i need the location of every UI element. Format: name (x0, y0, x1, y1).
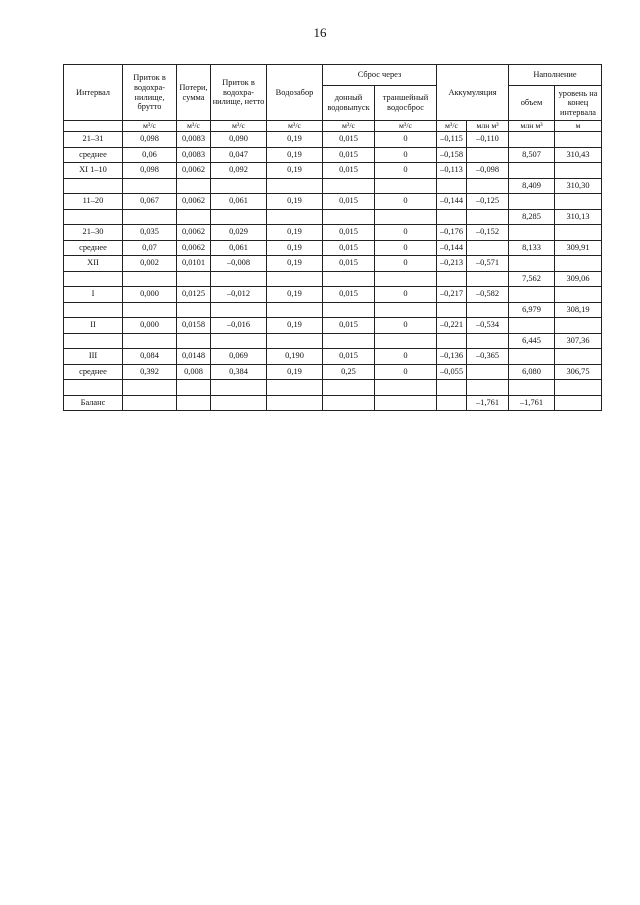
cell-acc-flow: –0,213 (437, 256, 467, 272)
cell-losses (177, 209, 211, 225)
unit-cell: м³/с (437, 121, 467, 132)
cell-losses (177, 333, 211, 349)
cell-losses: 0,0101 (177, 256, 211, 272)
table-row (64, 132, 602, 148)
cell-inflow-net (211, 271, 267, 287)
cell-volume: 8,285 (509, 209, 555, 225)
cell-acc-flow: –0,136 (437, 349, 467, 365)
cell-inflow-net: 0,090 (211, 132, 267, 148)
cell-acc-vol (467, 209, 509, 225)
cell-withdrawal: 0,19 (267, 256, 323, 272)
cell-inflow-gross (123, 380, 177, 396)
cell-losses (177, 271, 211, 287)
cell-volume (509, 194, 555, 210)
cell-level: 310,43 (555, 147, 602, 163)
cell-bottom (323, 333, 375, 349)
cell-inflow-gross: 0,06 (123, 147, 177, 163)
cell-inflow-net: –0,012 (211, 287, 267, 303)
header-interval: Интервал (64, 65, 123, 121)
cell-withdrawal (267, 271, 323, 287)
cell-withdrawal: 0,19 (267, 287, 323, 303)
cell-level (555, 395, 602, 411)
table-row (64, 225, 602, 241)
cell-inflow-net: 0,047 (211, 147, 267, 163)
cell-interval (64, 209, 123, 225)
cell-trench: 0 (375, 287, 437, 303)
table-row (64, 240, 602, 256)
table-row (64, 380, 602, 396)
cell-inflow-net (211, 302, 267, 318)
cell-volume: 7,562 (509, 271, 555, 287)
cell-inflow-net (211, 395, 267, 411)
header-discharge: Сброс через (323, 65, 437, 86)
cell-losses: 0,0062 (177, 163, 211, 179)
cell-trench: 0 (375, 194, 437, 210)
cell-withdrawal (267, 178, 323, 194)
cell-volume: 6,979 (509, 302, 555, 318)
cell-interval: XII (64, 256, 123, 272)
cell-inflow-net: 0,092 (211, 163, 267, 179)
header-trench-spillway: траншейный водосброс (375, 86, 437, 121)
header-level: уровень на конец интервала (555, 86, 602, 121)
cell-withdrawal: 0,19 (267, 364, 323, 380)
header-inflow-net: Приток в водохра-нилище, нетто (211, 65, 267, 121)
cell-acc-flow: –0,055 (437, 364, 467, 380)
table-row (64, 364, 602, 380)
unit-cell: м³/с (267, 121, 323, 132)
cell-level: 309,06 (555, 271, 602, 287)
cell-trench: 0 (375, 240, 437, 256)
cell-interval (64, 271, 123, 287)
cell-level (555, 256, 602, 272)
cell-acc-vol: –0,365 (467, 349, 509, 365)
cell-acc-flow: –0,115 (437, 132, 467, 148)
cell-trench: 0 (375, 256, 437, 272)
cell-inflow-net: 0,061 (211, 194, 267, 210)
cell-volume: 8,507 (509, 147, 555, 163)
table-row (64, 256, 602, 272)
cell-interval: 11–20 (64, 194, 123, 210)
cell-acc-flow (437, 271, 467, 287)
cell-withdrawal (267, 380, 323, 396)
cell-acc-flow (437, 178, 467, 194)
cell-acc-flow (437, 333, 467, 349)
cell-acc-vol (467, 178, 509, 194)
cell-losses (177, 395, 211, 411)
cell-bottom: 0,015 (323, 318, 375, 334)
cell-volume (509, 225, 555, 241)
cell-inflow-gross: 0,035 (123, 225, 177, 241)
cell-level (555, 318, 602, 334)
cell-acc-flow: –0,158 (437, 147, 467, 163)
unit-cell: м³/с (123, 121, 177, 132)
cell-losses: 0,0125 (177, 287, 211, 303)
cell-acc-vol (467, 147, 509, 163)
cell-withdrawal: 0,19 (267, 132, 323, 148)
cell-volume (509, 132, 555, 148)
cell-losses: 0,0158 (177, 318, 211, 334)
cell-withdrawal: 0,19 (267, 194, 323, 210)
cell-bottom (323, 395, 375, 411)
cell-losses: 0,008 (177, 364, 211, 380)
cell-interval: XI 1–10 (64, 163, 123, 179)
cell-bottom: 0,015 (323, 225, 375, 241)
cell-withdrawal (267, 333, 323, 349)
cell-interval: II (64, 318, 123, 334)
cell-bottom: 0,015 (323, 287, 375, 303)
cell-trench: 0 (375, 318, 437, 334)
unit-cell: м³/с (177, 121, 211, 132)
cell-volume: 6,080 (509, 364, 555, 380)
units-empty (64, 121, 123, 132)
cell-inflow-gross: 0,392 (123, 364, 177, 380)
cell-acc-vol (467, 271, 509, 287)
header-withdrawal: Водозабор (267, 65, 323, 121)
cell-level (555, 349, 602, 365)
cell-inflow-gross: 0,000 (123, 318, 177, 334)
cell-interval: Баланс (64, 395, 123, 411)
cell-trench: 0 (375, 132, 437, 148)
cell-volume (509, 256, 555, 272)
header-bottom-outlet: донный водовыпуск (323, 86, 375, 121)
cell-losses (177, 178, 211, 194)
table-row (64, 302, 602, 318)
cell-bottom (323, 271, 375, 287)
cell-acc-vol (467, 333, 509, 349)
cell-inflow-gross: 0,084 (123, 349, 177, 365)
cell-withdrawal: 0,19 (267, 147, 323, 163)
cell-withdrawal: 0,19 (267, 225, 323, 241)
cell-trench (375, 178, 437, 194)
cell-trench: 0 (375, 163, 437, 179)
cell-bottom: 0,015 (323, 349, 375, 365)
cell-interval (64, 178, 123, 194)
cell-interval: 21–30 (64, 225, 123, 241)
cell-inflow-net (211, 333, 267, 349)
cell-acc-flow: –0,176 (437, 225, 467, 241)
cell-interval (64, 333, 123, 349)
cell-withdrawal: 0,190 (267, 349, 323, 365)
reservoir-balance-table (63, 64, 602, 411)
cell-volume (509, 163, 555, 179)
table-row (64, 395, 602, 411)
cell-inflow-gross: 0,098 (123, 163, 177, 179)
cell-inflow-gross: 0,07 (123, 240, 177, 256)
unit-cell: м³/с (375, 121, 437, 132)
cell-withdrawal (267, 395, 323, 411)
cell-inflow-gross: 0,098 (123, 132, 177, 148)
table-row (64, 333, 602, 349)
cell-level: 307,36 (555, 333, 602, 349)
cell-withdrawal: 0,19 (267, 318, 323, 334)
cell-acc-flow: –0,144 (437, 240, 467, 256)
cell-trench: 0 (375, 147, 437, 163)
cell-inflow-gross (123, 395, 177, 411)
cell-acc-flow: –0,221 (437, 318, 467, 334)
cell-acc-flow (437, 302, 467, 318)
cell-trench (375, 395, 437, 411)
cell-trench (375, 209, 437, 225)
unit-cell: млн м³ (467, 121, 509, 132)
cell-bottom (323, 209, 375, 225)
header-losses: Потери, сумма (177, 65, 211, 121)
cell-bottom (323, 380, 375, 396)
cell-inflow-net (211, 209, 267, 225)
cell-inflow-net: –0,008 (211, 256, 267, 272)
cell-level: 308,19 (555, 302, 602, 318)
cell-inflow-net: 0,061 (211, 240, 267, 256)
cell-losses (177, 380, 211, 396)
cell-withdrawal (267, 209, 323, 225)
cell-bottom: 0,015 (323, 256, 375, 272)
unit-cell: м (555, 121, 602, 132)
cell-inflow-net (211, 380, 267, 396)
cell-volume: 8,133 (509, 240, 555, 256)
cell-interval: 21–31 (64, 132, 123, 148)
cell-acc-vol (467, 302, 509, 318)
cell-inflow-gross (123, 333, 177, 349)
cell-losses (177, 302, 211, 318)
cell-interval: среднее (64, 240, 123, 256)
table-row (64, 163, 602, 179)
cell-level (555, 194, 602, 210)
cell-volume: 8,409 (509, 178, 555, 194)
cell-inflow-gross: 0,002 (123, 256, 177, 272)
cell-interval: I (64, 287, 123, 303)
table-row (64, 271, 602, 287)
unit-cell: м³/с (211, 121, 267, 132)
cell-bottom: 0,015 (323, 194, 375, 210)
cell-interval (64, 302, 123, 318)
page-number: 16 (313, 25, 327, 40)
cell-interval: III (64, 349, 123, 365)
cell-acc-flow: –0,217 (437, 287, 467, 303)
cell-bottom: 0,25 (323, 364, 375, 380)
cell-bottom (323, 178, 375, 194)
cell-level (555, 163, 602, 179)
cell-acc-vol: –0,125 (467, 194, 509, 210)
cell-interval (64, 380, 123, 396)
cell-interval: среднее (64, 364, 123, 380)
cell-trench (375, 380, 437, 396)
cell-acc-vol: –0,534 (467, 318, 509, 334)
cell-trench: 0 (375, 225, 437, 241)
cell-inflow-net: 0,384 (211, 364, 267, 380)
cell-bottom: 0,015 (323, 163, 375, 179)
table-row (64, 147, 602, 163)
cell-trench: 0 (375, 364, 437, 380)
cell-acc-vol (467, 364, 509, 380)
table-row (64, 178, 602, 194)
cell-inflow-gross (123, 302, 177, 318)
cell-acc-flow (437, 380, 467, 396)
cell-losses: 0,0148 (177, 349, 211, 365)
unit-cell: м³/с (323, 121, 375, 132)
cell-level: 306,75 (555, 364, 602, 380)
table-row (64, 287, 602, 303)
cell-level (555, 287, 602, 303)
cell-bottom: 0,015 (323, 240, 375, 256)
cell-acc-flow: –0,144 (437, 194, 467, 210)
cell-losses: 0,0062 (177, 194, 211, 210)
cell-inflow-gross (123, 271, 177, 287)
cell-acc-vol: –0,152 (467, 225, 509, 241)
cell-losses: 0,0062 (177, 225, 211, 241)
table-row (64, 209, 602, 225)
cell-withdrawal: 0,19 (267, 163, 323, 179)
table-row (64, 318, 602, 334)
cell-inflow-gross: 0,067 (123, 194, 177, 210)
cell-level: 310,30 (555, 178, 602, 194)
cell-inflow-gross: 0,000 (123, 287, 177, 303)
cell-trench (375, 302, 437, 318)
cell-level (555, 380, 602, 396)
cell-interval: среднее (64, 147, 123, 163)
cell-level: 309,91 (555, 240, 602, 256)
cell-acc-vol: –1,761 (467, 395, 509, 411)
cell-trench (375, 333, 437, 349)
cell-inflow-net: 0,069 (211, 349, 267, 365)
cell-losses: 0,0083 (177, 147, 211, 163)
cell-acc-vol: –0,571 (467, 256, 509, 272)
cell-acc-vol (467, 240, 509, 256)
cell-trench: 0 (375, 349, 437, 365)
cell-losses: 0,0062 (177, 240, 211, 256)
cell-bottom (323, 302, 375, 318)
cell-inflow-net: –0,016 (211, 318, 267, 334)
cell-inflow-net: 0,029 (211, 225, 267, 241)
cell-level: 310,13 (555, 209, 602, 225)
header-filling: Наполнение (509, 65, 602, 86)
cell-acc-vol: –0,582 (467, 287, 509, 303)
table-row (64, 194, 602, 210)
cell-inflow-net (211, 178, 267, 194)
cell-volume (509, 349, 555, 365)
cell-volume: 6,445 (509, 333, 555, 349)
cell-acc-vol: –0,110 (467, 132, 509, 148)
cell-bottom: 0,015 (323, 132, 375, 148)
unit-cell: млн м³ (509, 121, 555, 132)
cell-volume (509, 380, 555, 396)
cell-level (555, 132, 602, 148)
cell-acc-flow (437, 209, 467, 225)
cell-acc-vol: –0,098 (467, 163, 509, 179)
cell-losses: 0,0083 (177, 132, 211, 148)
cell-bottom: 0,015 (323, 147, 375, 163)
header-volume: объем (509, 86, 555, 121)
header-inflow-gross: Приток в водохра-нилище, брутто (123, 65, 177, 121)
cell-withdrawal (267, 302, 323, 318)
cell-inflow-gross (123, 209, 177, 225)
cell-acc-flow: –0,113 (437, 163, 467, 179)
table-row (64, 349, 602, 365)
header-accumulation: Аккумуляция (437, 65, 509, 121)
cell-inflow-gross (123, 178, 177, 194)
cell-trench (375, 271, 437, 287)
cell-acc-flow (437, 395, 467, 411)
cell-volume (509, 287, 555, 303)
cell-volume (509, 318, 555, 334)
cell-volume: –1,761 (509, 395, 555, 411)
cell-level (555, 225, 602, 241)
cell-withdrawal: 0,19 (267, 240, 323, 256)
cell-acc-vol (467, 380, 509, 396)
